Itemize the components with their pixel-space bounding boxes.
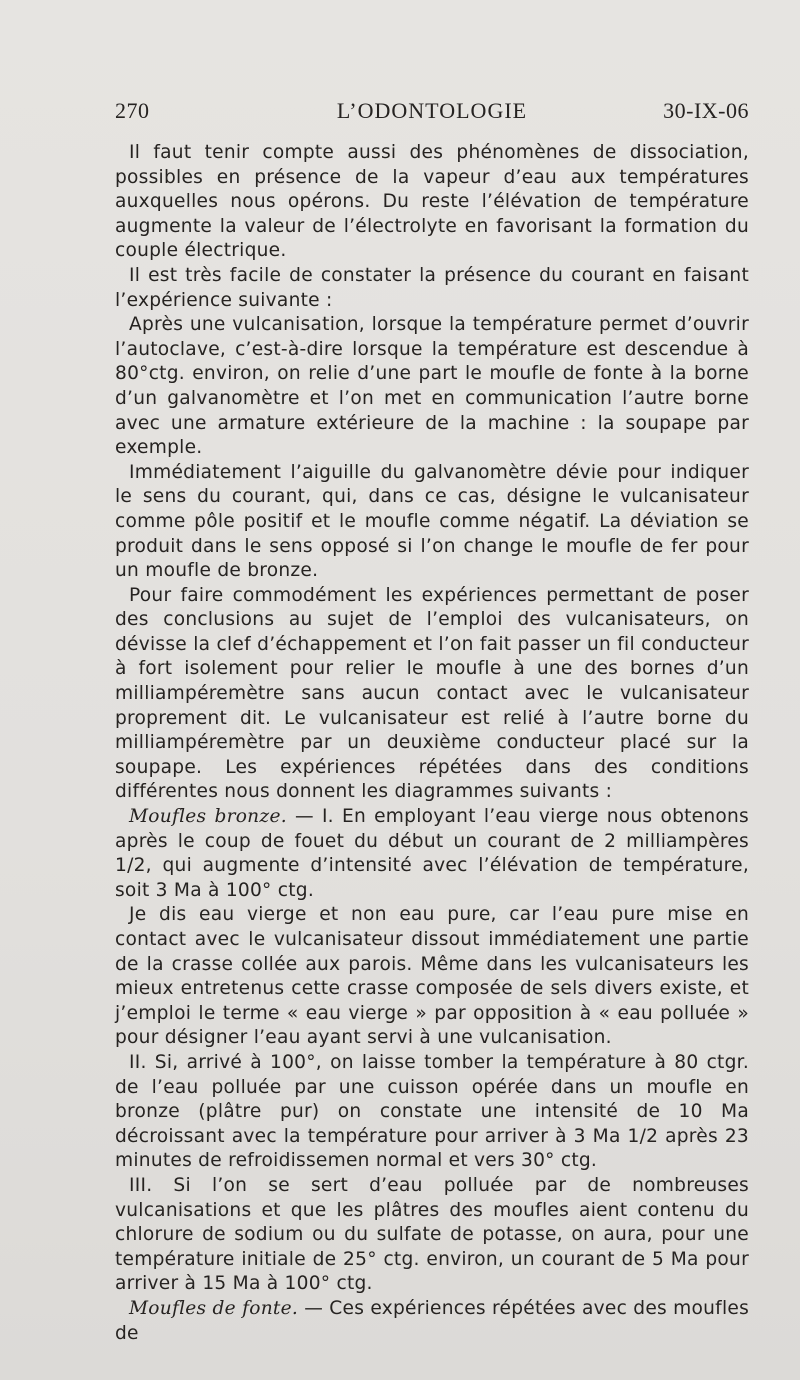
issue-date: 30-IX-06 bbox=[663, 98, 749, 123]
paragraph-case-three: III. Si l’on se sert d’eau polluée par de nombreuses vulcanisations et que les plâtres des moufles aient contenu du chlorure de sodium ou du sulfate de potasse, on aura, pour une température initiale de 25° ctg. environ, un courant de 5 Ma pour arriver à 15 Ma à 100° ctg. bbox=[115, 1174, 749, 1295]
paragraph-procedure: Pour faire commodément les expériences permettant de poser des conclusions au sujet de l’emploi des vulcanisateurs, on dévisse la clef d’échappement et l’on fait passer un fil conducteur à fort isolement pour relier le moufle à une des bornes d’un milliampéremètre sans aucun contact avec le vulcanisateur proprement dit. Le vulcanisateur est relié à l’autre borne du milliampéremètre par un deuxième conducteur placé sur la soupape. Les expériences répétées dans des conditions différentes nous donnent les diagrammes suivants : bbox=[115, 584, 749, 803]
paragraph-moufles-bronze-text: — I. En employant l’eau vierge nous obtenons après le coup de fouet du début un courant de 2 milliampères 1/2, qui augmente d’intensité avec l’élévation de température, soit 3 Ma à 100° ctg. bbox=[115, 806, 749, 901]
paragraph-eau-vierge: Je dis eau vierge et non eau pure, car l’eau pure mise en contact avec le vulcanisateur dissout immédiatement une partie de la crasse collée aux parois. Même dans les vulcanisateurs les mieux entretenus cette crasse composée de sels divers existe, et j’emploi le terme « eau vierge » par opposition à « eau polluée » pour désigner l’eau ayant servi à une vulcanisation. bbox=[115, 904, 749, 1049]
paragraph-moufles-fonte-text: — Ces expériences répétées avec des moufles de bbox=[115, 1297, 750, 1344]
running-head bbox=[115, 98, 749, 132]
section-label-bronze: Moufles bronze. bbox=[129, 806, 287, 828]
journal-title: L’ODONTOLOGIE bbox=[336, 98, 528, 123]
section-label-fonte: Moufles de fonte. bbox=[129, 1297, 299, 1319]
paragraph-moufles-fonte bbox=[115, 1297, 749, 1346]
paragraph-experiment-intro: Il est très facile de constater la présence du courant en faisant l’expérience suivante : bbox=[115, 264, 749, 311]
body-text bbox=[115, 141, 749, 1346]
paragraph-moufles-bronze bbox=[115, 805, 749, 903]
paragraph-after-vulcanisation: Après une vulcanisation, lorsque la température permet d’ouvrir l’autoclave, c’est-à-dire lorsque la température est descendue à 80°ctg. environ, on relie d’une part le moufle de fonte à la borne d’un galvanomètre et l’on met en communication l’autre borne avec une armature extérieure de la machine : la soupape par exemple. bbox=[115, 314, 749, 459]
paragraph-case-two: II. Si, arrivé à 100°, on laisse tomber la température à 80 ctgr. de l’eau polluée par une cuisson opérée dans un moufle en bronze (plâtre pur) on constate une intensité de 10 Ma décroissant avec la température pour arriver à 3 Ma 1/2 après 23 minutes de refroidissemen normal et vers 30° ctg. bbox=[115, 1051, 749, 1172]
paragraph-dissociation: Il faut tenir compte aussi des phénomènes de dissociation, possibles en présence de la vapeur d’eau aux températures auxquelles nous opérons. Du reste l’élévation de température augmente la valeur de l’électrolyte en favorisant la formation du couple électrique. bbox=[115, 142, 749, 262]
page-number: 270 bbox=[115, 98, 150, 123]
paragraph-galvanometer: Immédiatement l’aiguille du galvanomètre dévie pour indiquer le sens du courant, qui, dans ce cas, désigne le vulcanisateur comme pôle positif et le moufle comme négatif. La déviation se produit dans le sens opposé si l’on change le moufle de fer pour un moufle de bronze. bbox=[115, 461, 749, 582]
